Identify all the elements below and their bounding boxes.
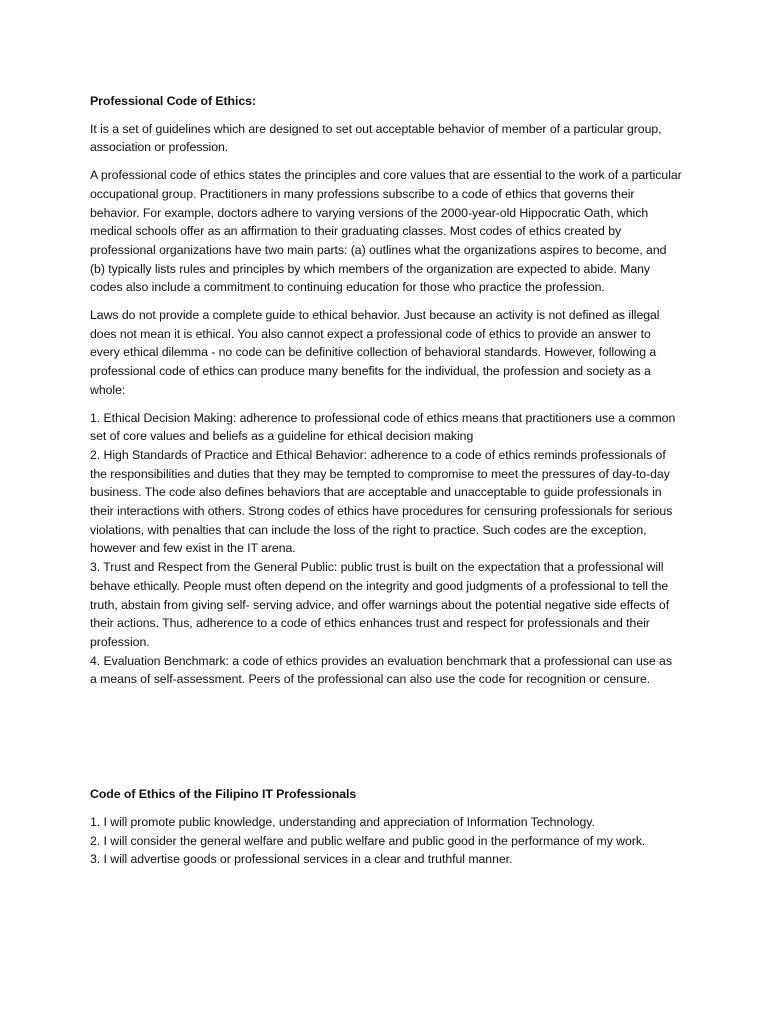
definition-paragraph: It is a set of guidelines which are designed to set out acceptable behavior of member of a particular group, association or profession. xyxy=(90,121,662,155)
benefits-list xyxy=(90,409,682,690)
section-title-professional-code: Professional Code of Ethics: xyxy=(90,94,257,108)
benefit-item: 1. Ethical Decision Making: adherence to professional code of ethics means that practitioners use a common set of core values and beliefs as a guideline for ethical decision making xyxy=(90,410,676,444)
code-item: 2. I will consider the general welfare and public welfare and public good in the performance of my work. xyxy=(90,833,646,848)
benefit-item: 3. Trust and Respect from the General Public: public trust is built on the expectation that a professional will behave ethically. People must often depend on the integrity and good judgments of a professional to tell the truth, abstain from giving self- serving advice, and offer warnings about the potential negative side effects of their actions. Thus, adherence to a code of ethics enhances trust and respect for professionals and their profession. xyxy=(90,560,670,649)
code-items-list xyxy=(90,813,682,869)
code-item: 1. I will promote public knowledge, understanding and appreciation of Information Technology. xyxy=(90,814,595,829)
benefit-item: 2. High Standards of Practice and Ethical Behavior: adherence to a code of ethics reminds professionals of the responsibilities and duties that they may be tempted to compromise to meet the pressures of day-to-day business. The code also defines behaviors that are acceptable and unacceptable to guide professionals in their interactions with others. Strong codes of ethics have procedures for censuring professionals for serious violations, with penalties that can include the loss of the right to practice. Such codes are the exception, however and few exist in the IT arena. xyxy=(90,447,673,556)
overview-paragraph: A professional code of ethics states the principles and core values that are essential to the work of a particular occupational group. Practitioners in many professions subscribe to a code of ethics that governs their behavior. For example, doctors adhere to varying versions of the 2000-year-old Hippocratic Oath, which medical schools offer as an affirmation to their graduating classes. Most codes of ethics created by professional organizations have two main parts: (a) outlines what the organizations aspires to become, and (b) typically lists rules and principles by which members of the organization are expected to abide. Many codes also include a commitment to continuing education for those who practice the profession. xyxy=(90,168,682,295)
blank-space xyxy=(90,698,682,785)
document-page xyxy=(90,92,682,878)
section-title-filipino-it-code: Code of Ethics of the Filipino IT Professionals xyxy=(90,787,357,802)
benefit-item: 4. Evaluation Benchmark: a code of ethics provides an evaluation benchmark that a professional can use as a means of self-assessment. Peers of the professional can also use the code for recognition or censure. xyxy=(90,653,672,687)
laws-paragraph: Laws do not provide a complete guide to ethical behavior. Just because an activity is not defined as illegal does not mean it is ethical. You also cannot expect a professional code of ethics to provide an answer to every ethical dilemma - no code can be definitive collection of behavioral standards. However, following a professional code of ethics can produce many benefits for the individual, the profession and society as a whole: xyxy=(90,308,660,397)
code-item: 3. I will advertise goods or professional services in a clear and truthful manner. xyxy=(90,852,513,867)
